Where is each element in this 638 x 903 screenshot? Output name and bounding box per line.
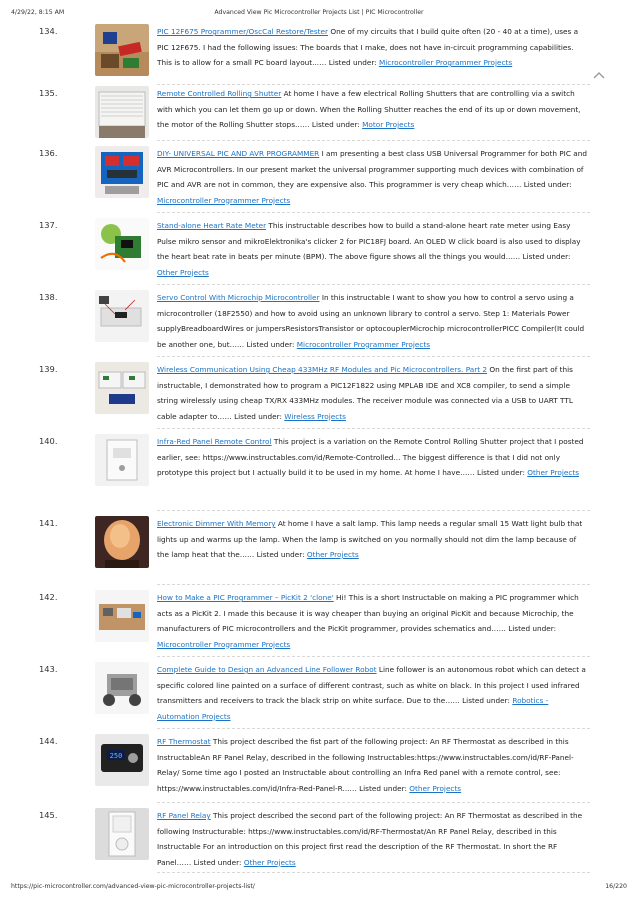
item-description	[157, 290, 590, 352]
list-item	[0, 144, 638, 218]
item-description	[157, 24, 590, 71]
item-text: In this instructable I want to show you how to control a servo using a microcontroller (18F2550) and how to avoid using an unknown library to control a servo. Step 1: Materials Power supplyBreadboardWires or jumpersResistorsTransistor or optocouplerMicrochip microcontrollerPICC Compiler(It could be another one, but…… Listed under:	[157, 293, 585, 349]
category-link[interactable]: Other Projects	[306, 550, 359, 559]
item-text: One of my circuits that I build quite often (20 - 40 at a time), uses a PIC 12F675. I had the following issues: The boards that I make, does not have in-circuit programming capabilities. This is to allow for a small PC board layout...… Listed under:	[157, 27, 579, 67]
print-header	[11, 9, 627, 21]
project-thumbnail[interactable]	[95, 808, 149, 860]
project-title-link[interactable]: RF Thermostat	[157, 737, 211, 746]
category-link[interactable]: Motor Projects	[362, 120, 415, 129]
list-item	[0, 514, 638, 572]
item-number: 134.	[39, 26, 58, 36]
project-thumbnail[interactable]	[95, 218, 149, 270]
project-title-link[interactable]: PIC 12F675 Programmer/OscCal Restore/Tester	[157, 27, 329, 36]
item-text: I am presenting a best class USB Universal Programmer for both PIC and AVR Microcontrollers. In our present market the universal programmer supporting much devices with combination of PIC and AVR are not in common, they are expensive also. This programmer is very cheap which…… Listed under:	[157, 149, 587, 189]
list-item	[0, 806, 638, 880]
project-title-link[interactable]: Wireless Communication Using Cheap 433MHz RF Modules and Pic Microcontrollers. Part 2	[157, 365, 488, 374]
divider	[157, 428, 590, 429]
category-link[interactable]: Wireless Projects	[284, 411, 346, 421]
item-text: This project described the second part of the following project: An RF Thermostat as described in the following Instructurable: https://www.instructables.com/id/RF-Thermostat/An RF Panel Relay, described in this Instructable For an introduction on this project first read the description of the RF Thermostat. In short the RF Panel…… Listed under:	[157, 811, 583, 867]
project-title-link[interactable]: Remote Controlled Rolling Shutter	[157, 89, 282, 98]
divider	[157, 584, 590, 585]
category-link[interactable]: Microcontroller Programmer Projects	[157, 195, 291, 205]
item-description	[157, 218, 590, 280]
project-title-link[interactable]: Complete Guide to Design an Advanced Line Follower Robot	[157, 665, 377, 674]
print-datetime: 4/29/22, 8:15 AM	[11, 9, 65, 16]
item-description	[157, 734, 590, 796]
divider	[157, 802, 590, 803]
item-description	[157, 662, 590, 724]
item-number: 135.	[39, 88, 58, 98]
category-link[interactable]: Other Projects	[527, 468, 580, 477]
item-text: Hi! This is a short Instructable on making a PIC programmer which acts as a PicKit 2. I made this because it is way cheaper than buying an original PicKit and because Microchip, the manufacturers of PIC microcontrollers and the PicKit programmer, provides schematics and…… Listed under:	[157, 593, 579, 633]
list-item	[0, 588, 638, 662]
page-url: https://pic-microcontroller.com/advanced-view-pic-microcontroller-projects-list/	[11, 883, 255, 890]
item-number: 137.	[39, 220, 58, 230]
print-footer	[11, 883, 627, 895]
list-item	[0, 432, 638, 506]
project-thumbnail[interactable]	[95, 362, 149, 414]
list-item	[0, 732, 638, 806]
category-link[interactable]: Other Projects	[243, 857, 296, 867]
item-text: On the first part of this instructable, I demonstrated how to program a PIC12F1822 using MPLAB IDE and XC8 compiler, to send a simple string wirelessly using cheap TX/RX 433MHz modules. The receiver module was connected via a USB to UART TTL cable adapter to…… Listed under:	[157, 365, 573, 421]
divider	[157, 728, 590, 729]
item-description	[157, 362, 590, 424]
project-title-link[interactable]: Infra-Red Panel Remote Control	[157, 437, 272, 446]
category-link[interactable]: Robotics - Automation Projects	[157, 696, 549, 721]
project-thumbnail[interactable]	[95, 24, 149, 76]
item-number: 139.	[39, 364, 58, 374]
list-item	[0, 22, 638, 80]
item-number: 145.	[39, 810, 58, 820]
project-title-link[interactable]: Stand-alone Heart Rate Meter	[157, 221, 267, 230]
project-title-link[interactable]: How to Make a PIC Programmer – PicKit 2 'clone'	[157, 593, 334, 602]
project-title-link[interactable]: Servo Control With Microchip Microcontroller	[157, 293, 320, 302]
item-text: This instructable describes how to build a stand-alone heart rate meter using Easy Pulse mikro sensor and mikroElektronika's clicker 2 for PIC18FJ board. An OLED W click board is also used to display the heart beat rate in beats per minute (BPM). The above figure shows all the things you would…… Listed under:	[157, 221, 581, 261]
project-thumbnail[interactable]	[95, 146, 149, 198]
list-item	[0, 288, 638, 362]
project-title-link[interactable]: DIY- UNIVERSAL PIC AND AVR PROGRAMMER	[157, 149, 320, 158]
project-title-link[interactable]: Electronic Dimmer With Memory	[157, 519, 276, 528]
list-item	[0, 660, 638, 734]
project-title-link[interactable]: RF Panel Relay	[157, 811, 211, 820]
item-description	[157, 86, 590, 133]
item-description	[157, 808, 590, 870]
item-number: 136.	[39, 148, 58, 158]
project-thumbnail[interactable]	[95, 434, 149, 486]
project-thumbnail[interactable]	[95, 290, 149, 342]
page-number: 16/220	[605, 883, 627, 890]
category-link[interactable]: Microcontroller Programmer Projects	[157, 639, 291, 649]
divider	[157, 140, 590, 141]
divider	[157, 656, 590, 657]
item-text: At home I have a salt lamp. This lamp needs a regular small 15 Watt light bulb that lights up and warms up the lamp. When the lamp is switched on you normally should not dim the lamp because of the lamp heat that the…… Listed under:	[157, 519, 583, 559]
list-item	[0, 360, 638, 434]
list-item	[0, 84, 638, 142]
item-text: Line follower is an autonomous robot which can detect a specific colored line painted on a surface of different contrast, such as white on black. In this project I used infrared transmitters and receivers to track the black strip on white surface. Due to the…… Listed under:	[157, 665, 586, 705]
item-number: 140.	[39, 436, 58, 446]
project-thumbnail[interactable]	[95, 734, 149, 786]
item-text: This project described the fist part of the following project: An RF Thermostat as described in this InstructableAn RF Panel Relay, described in the following Instructables:https://www.instructables.com/id/RF-Panel-Relay/ Some time ago I posted an Instructable about controlling an Infra Red panel with a remote control, see: https://www.instructables.com/id/Infra-Red-Panel-R...… Listed under:	[157, 737, 574, 793]
project-thumbnail[interactable]	[95, 590, 149, 642]
item-description	[157, 516, 590, 563]
category-link[interactable]: Microcontroller Programmer Projects	[378, 58, 513, 67]
category-link[interactable]: Other Projects	[157, 267, 209, 277]
item-number: 141.	[39, 518, 58, 528]
project-thumbnail[interactable]	[95, 662, 149, 714]
item-description	[157, 434, 590, 481]
item-number: 144.	[39, 736, 58, 746]
page-title: Advanced View Pic Microcontroller Projects List | PIC Microcontroller	[214, 9, 424, 16]
item-number: 138.	[39, 292, 58, 302]
item-number: 143.	[39, 664, 58, 674]
item-description	[157, 590, 590, 652]
item-description	[157, 146, 590, 208]
category-link[interactable]: Other Projects	[409, 783, 462, 793]
item-text: This project is a variation on the Remote Control Rolling Shutter project that I posted earlier, see: https://www.instructables.com/id/Remote-Controlled... The biggest difference is that I did not only prototype this project but I actually build it to be used in my home. At home I have…… Listed under:	[157, 437, 584, 477]
project-thumbnail[interactable]	[95, 86, 149, 138]
item-number: 142.	[39, 592, 58, 602]
category-link[interactable]: Microcontroller Programmer Projects	[296, 339, 431, 349]
project-thumbnail[interactable]	[95, 516, 149, 568]
divider	[157, 356, 590, 357]
svg-text:250: 250	[109, 752, 123, 760]
list-item	[0, 216, 638, 290]
divider	[157, 872, 590, 873]
divider	[157, 510, 590, 511]
divider	[157, 212, 590, 213]
item-text: At home I have a few electrical Rolling Shutters that are controlling via a switch with which you can let them go up or down. When the Rolling Shutter reaches the end of its up or down movement, the motor of the Rolling Shutter stops…… Listed under:	[157, 89, 581, 129]
divider	[157, 284, 590, 285]
